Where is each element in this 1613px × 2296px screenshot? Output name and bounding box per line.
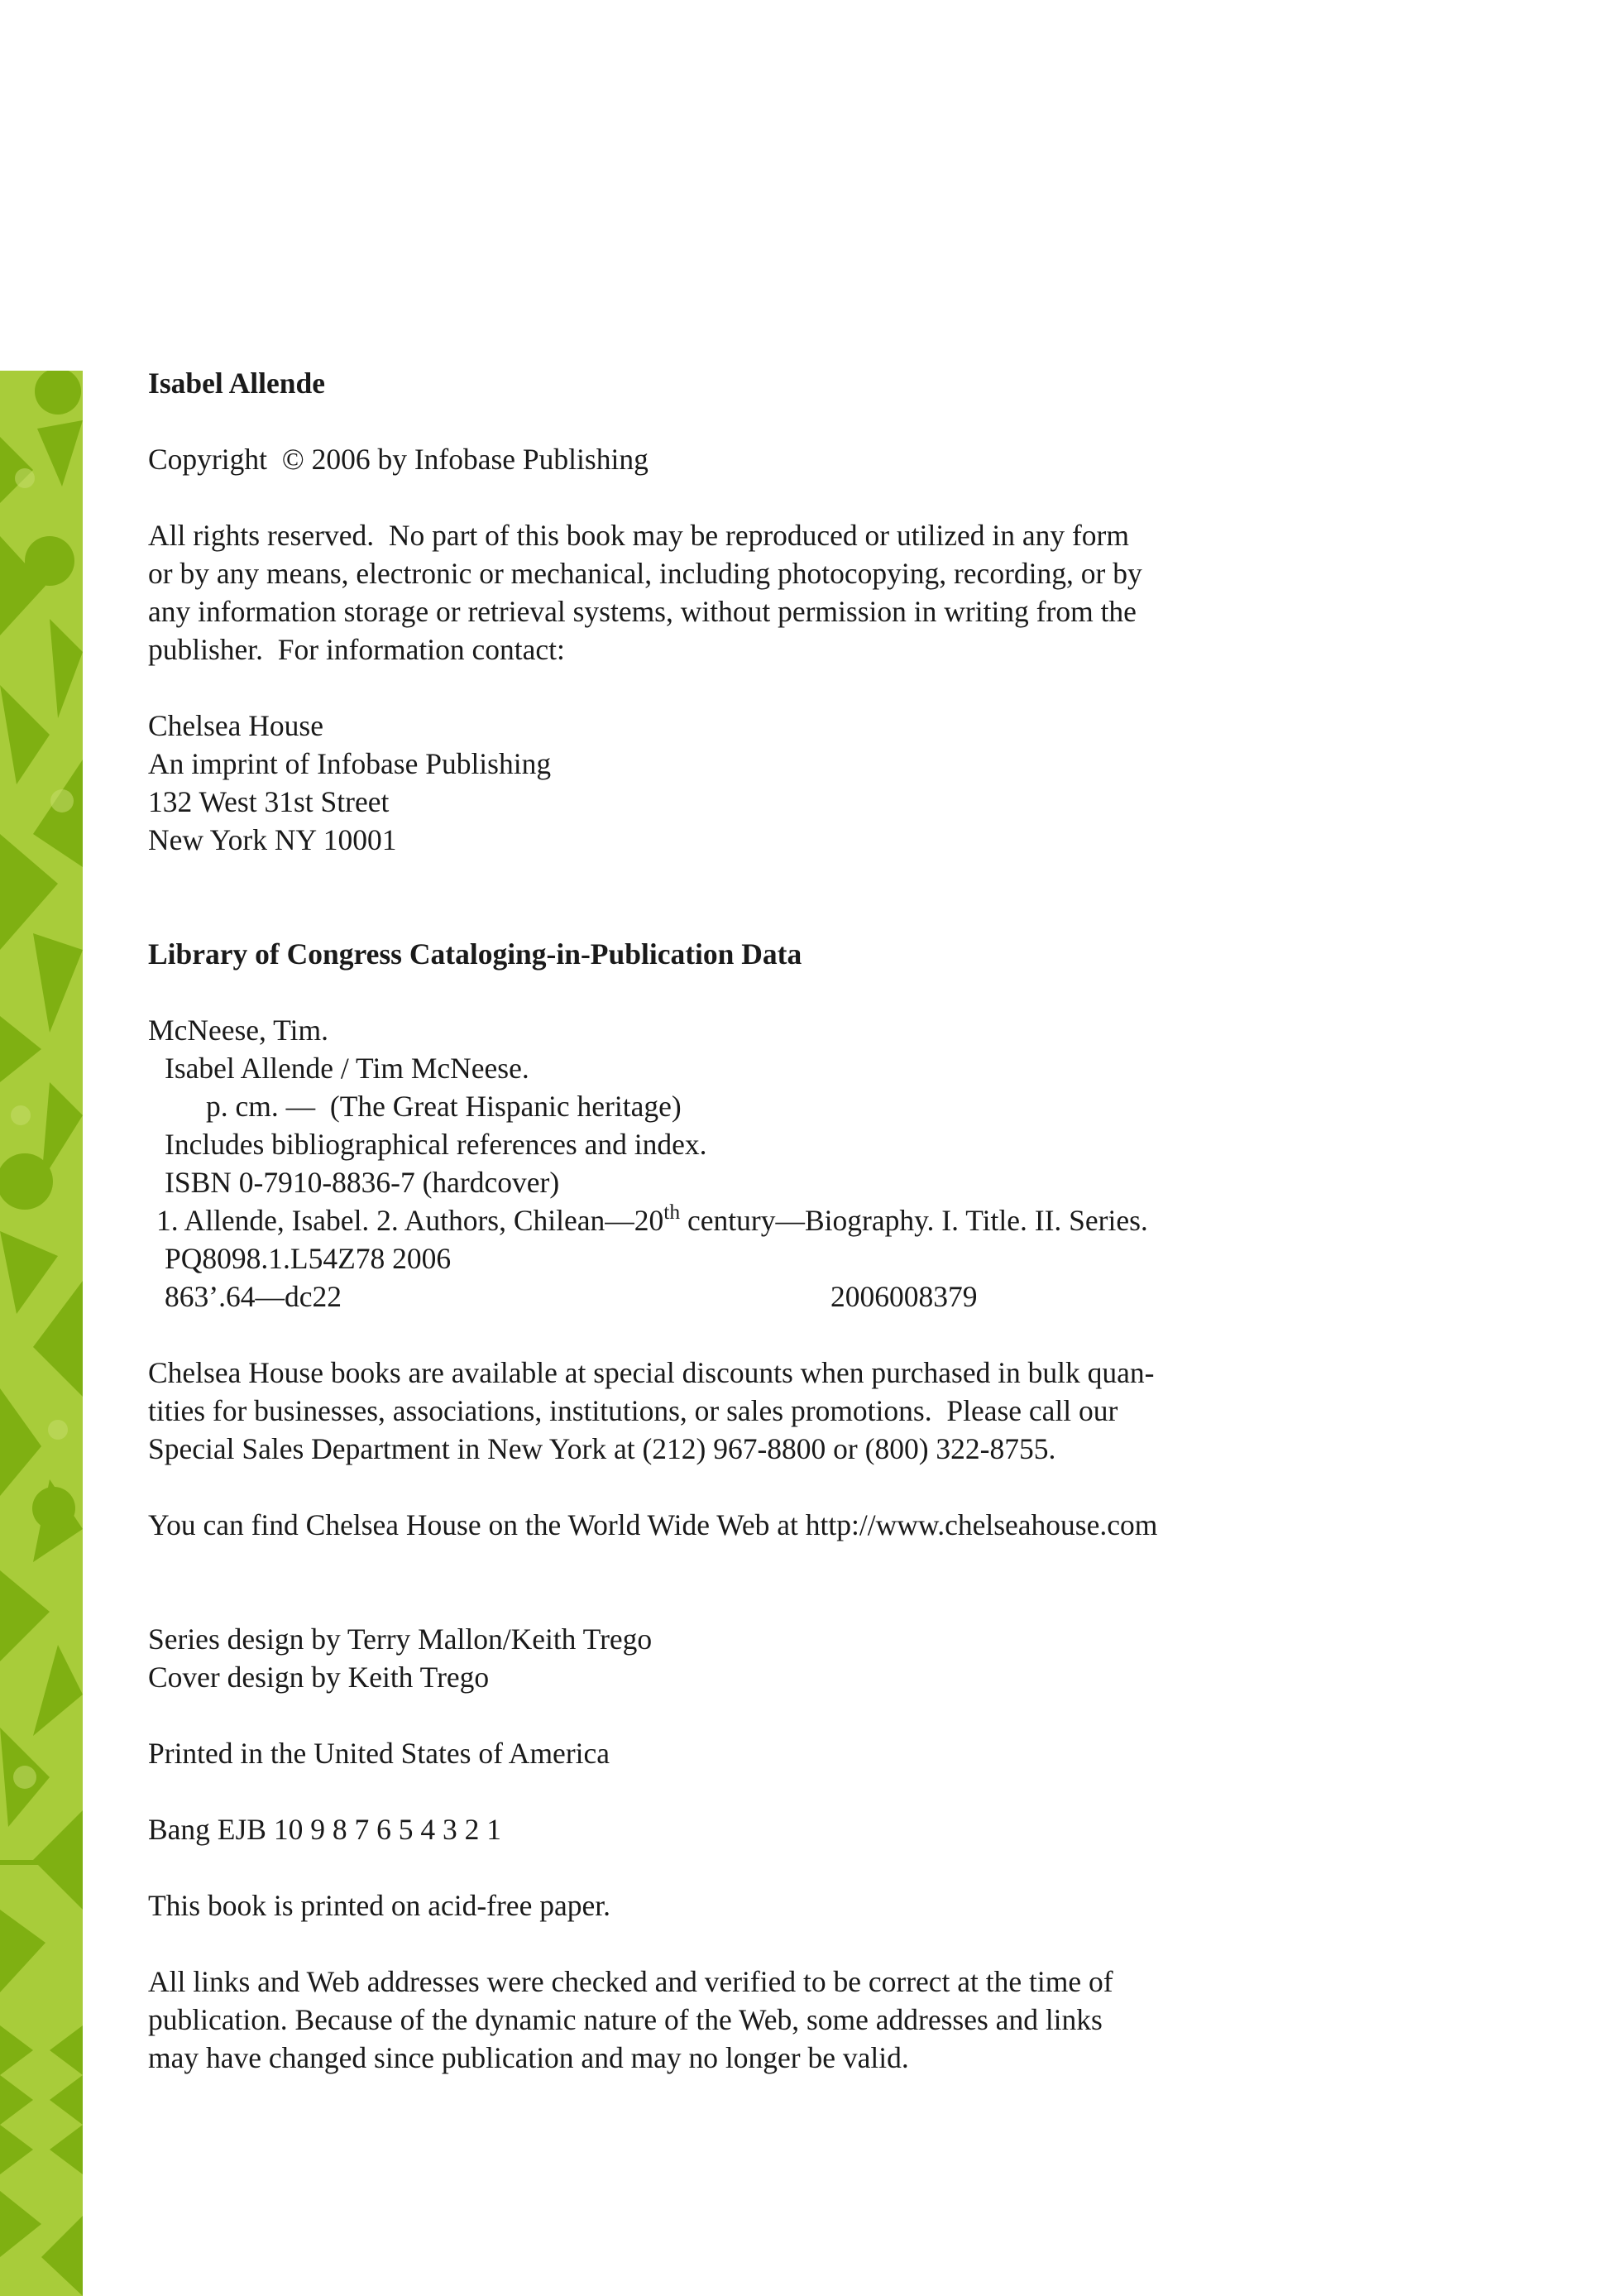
decorative-sidebar <box>0 371 83 2296</box>
cip-author: McNeese, Tim. <box>148 1014 328 1047</box>
paper-line: This book is printed on acid-free paper. <box>148 1889 610 1922</box>
book-title: Isabel Allende <box>148 367 326 400</box>
cip-title: Isabel Allende / Tim McNeese. <box>165 1052 529 1085</box>
copyright-line: Copyright © 2006 by Infobase Publishing <box>148 443 649 476</box>
publisher-address: Chelsea House An imprint of Infobase Publishing 132 West 31st Street New York NY 10001 <box>148 709 552 856</box>
cip-series: p. cm. — (The Great Hispanic heritage) <box>206 1090 682 1123</box>
cip-record <box>148 1011 1240 1316</box>
cip-lccn: 2006008379 <box>830 1280 978 1313</box>
pattern-graphic <box>0 371 83 2296</box>
design-credits: Series design by Terry Mallon/Keith Trego Cover design by Keith Trego <box>148 1623 653 1694</box>
copyright-page <box>148 364 1240 2077</box>
cip-subjects: 1. Allende, Isabel. 2. Authors, Chilean—20th century—Biography. I. Title. II. Series. <box>156 1199 1148 1237</box>
cip-isbn: ISBN 0-7910-8836-7 (hardcover) <box>165 1166 560 1199</box>
links-note: All links and Web addresses were checked and verified to be correct at the time of publication. Because of the dynamic nature of the Web, some addresses and links may have changed since publication and may no longer be valid. <box>148 1965 1113 2074</box>
printed-line: Printed in the United States of America <box>148 1737 610 1770</box>
cip-call-number: PQ8098.1.L54Z78 2006 <box>165 1242 452 1275</box>
sales-paragraph: Chelsea House books are available at special discounts when purchased in bulk quan- tities for businesses, associations, institutions, or sales promotions. Please call our Special Sales Department in New York at (212) 967-8800 or (800) 322-8755. <box>148 1356 1155 1465</box>
web-line: You can find Chelsea House on the World Wide Web at http://www.chelseahouse.com <box>148 1508 1158 1541</box>
cip-dewey: 863’.64—dc22 <box>165 1280 342 1313</box>
cip-dewey-row <box>148 1277 1240 1316</box>
printing-line: Bang EJB 10 9 8 7 6 5 4 3 2 1 <box>148 1813 501 1846</box>
cip-heading: Library of Congress Cataloging-in-Publication Data <box>148 937 802 971</box>
rights-paragraph: All rights reserved. No part of this book may be reproduced or utilized in any form or by any means, electronic or mechanical, including photocopying, recording, or by any information storage or retrieval systems, without permission in writing from the publisher. For information contact: <box>148 519 1142 666</box>
cip-bibliography: Includes bibliographical references and index. <box>165 1128 707 1161</box>
